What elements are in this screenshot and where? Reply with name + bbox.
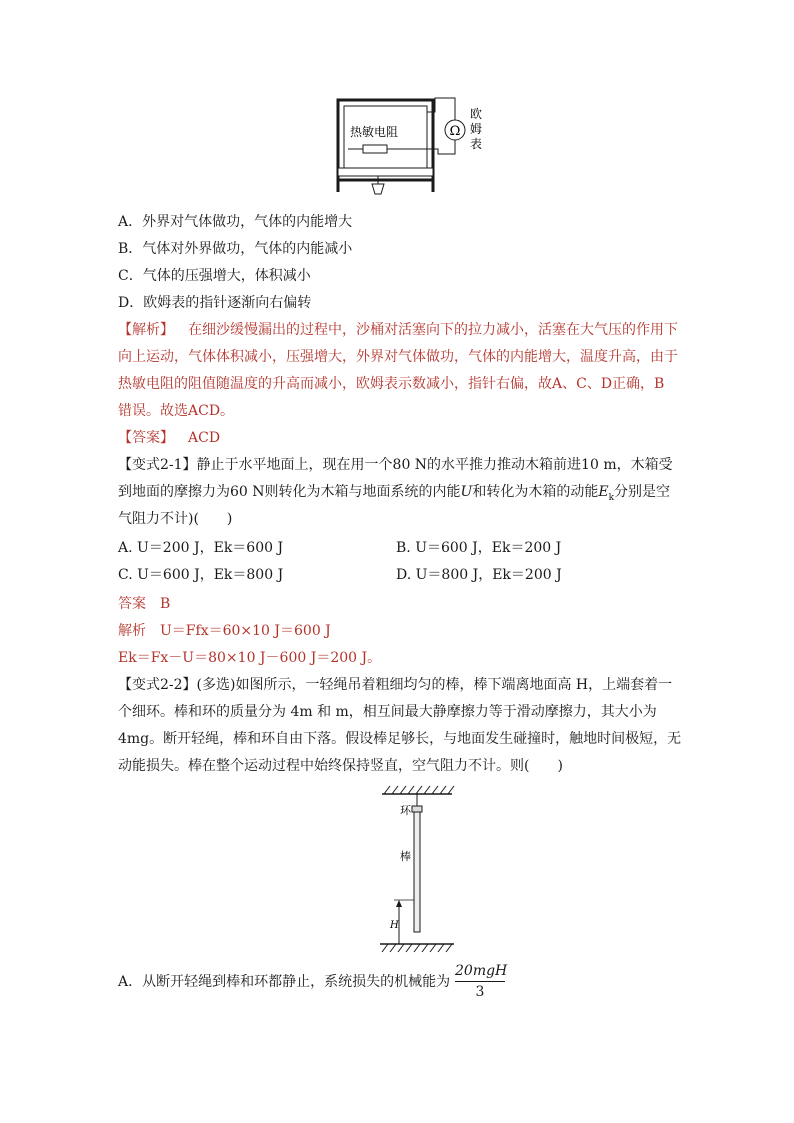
variant21-analysis1: 解析 U＝Ffx＝60×10 J＝600 J [118,623,331,639]
variant21-option-a: A. U＝200 J，Ek＝600 J [118,540,284,556]
variant22-line1: 【变式2-2】(多选)如图所示，一轻绳吊着粗细均匀的棒，棒下端离地面高 H，上端套着一 [118,677,673,693]
q1-option-b: B．气体对外界做功，气体的内能减小 [118,241,353,257]
analysis1-tag: 【解析】 [118,322,174,338]
analysis1-line3: 热敏电阻的阻值随温度的升高而减小，欧姆表示数减小，指针右偏，故A、C、D正确，B [118,376,665,392]
variant22-option-a: A．从断开轻绳到棒和环都静止，系统损失的机械能为 [118,974,451,990]
height-label: H [390,920,399,931]
fraction-denominator: 3 [475,984,485,1000]
rod-ring-diagram [372,784,462,956]
ring-label: 环 [400,804,411,817]
variant21-option-b: B. U＝600 J，Ek＝200 J [396,540,562,556]
variant22-line2: 个细环。棒和环的质量分为 4m 和 m，相互间最大静摩擦力等于滑动摩擦力，其大小为 [118,704,657,720]
variant22-line4: 动能损失。棒在整个运动过程中始终保持竖直，空气阻力不计。则( ) [118,758,563,774]
fraction [455,963,508,1000]
fraction-numerator: 20mgH [455,963,505,982]
meter-label-2: 姆 [470,122,483,136]
q1-option-c: C．气体的压强增大，体积减小 [118,268,311,284]
variant21-option-c: C. U＝600 J，Ek＝800 J [118,567,284,583]
thermistor-label: 热敏电阻 [350,125,399,139]
ohm-symbol: Ω [449,124,461,139]
meter-label-1: 欧 [470,107,483,121]
variant21-line3: 气阻力不计)( ) [118,511,233,527]
variant22-line3: 4mg。断开轻绳，棒和环自由下落。假设棒足够长，与地面发生碰撞时，触地时间极短，无 [118,731,682,747]
analysis1-line4: 错误。故选ACD。 [118,403,235,419]
variant21-answer: 答案 B [118,596,171,612]
answer1: 【答案】 ACD [118,430,221,446]
variant21-line1: 【变式2-1】静止于水平地面上，现在用一个80 N的水平推力推动木箱前进10 m，木箱受 [118,457,673,473]
variant21-option-d: D. U＝800 J，Ek＝200 J [396,567,562,583]
rod-label: 棒 [400,850,411,863]
thermistor-diagram [330,92,500,204]
meter-label-3: 表 [470,137,483,151]
variant21-line2: 到地面的摩擦力为60 N则转化为木箱与地面系统的内能U和转化为木箱的动能$E_k$分别是空 [118,484,671,503]
q1-option-d: D．欧姆表的指针逐渐向右偏转 [118,295,312,311]
variant21-analysis2: Ek＝Fx－U＝80×10 J－600 J＝200 J。 [118,650,382,666]
analysis1-line1: 【解析】 在细沙缓慢漏出的过程中，沙桶对活塞向下的拉力减小，活塞在大气压的作用下 [118,322,678,338]
analysis1-line2: 向上运动，气体体积减小，压强增大，外界对气体做功，气体的内能增大，温度升高，由于 [118,349,678,365]
q1-option-a: A．外界对气体做功，气体的内能增大 [118,214,353,230]
